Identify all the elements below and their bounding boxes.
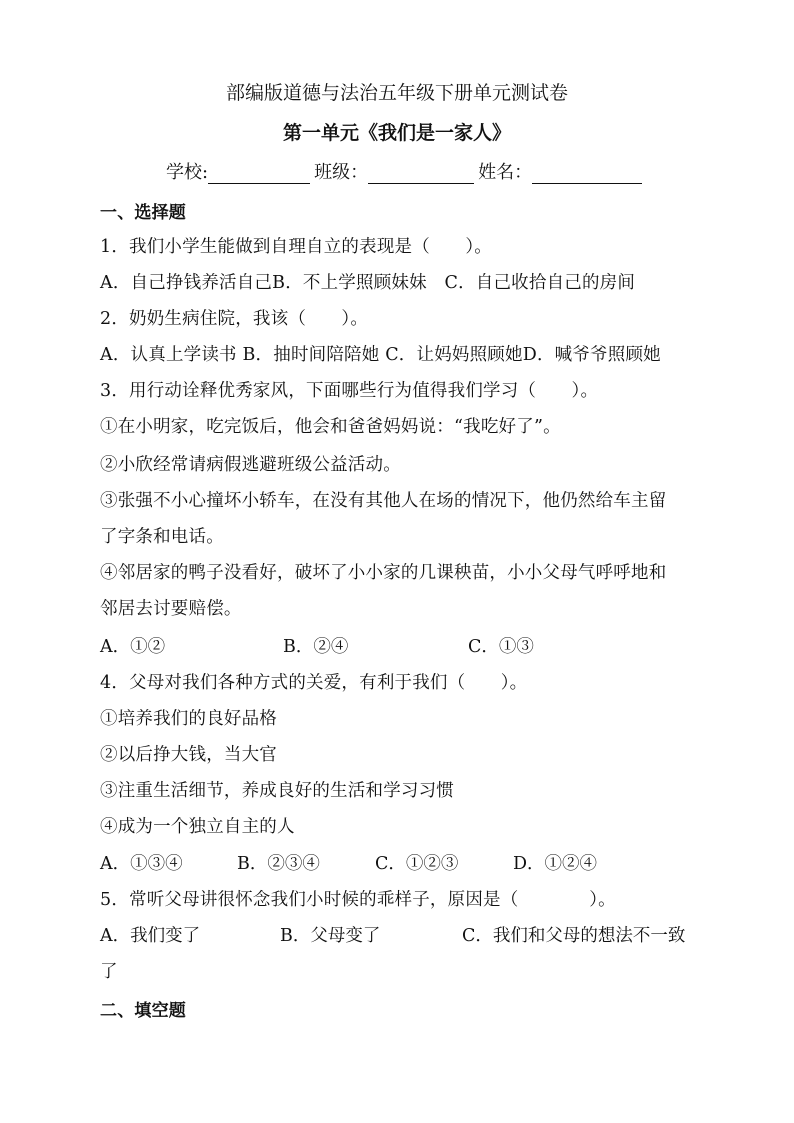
school-label: 学校: — [166, 162, 209, 183]
question-3-item-3: ③张强不小心撞坏小轿车，在没有其他人在场的情况下，他仍然给车主留 — [100, 491, 667, 511]
question-5-option-b: B．父母变了 — [280, 926, 381, 946]
question-4-item-2: ②以后挣大钱，当大官 — [100, 745, 277, 765]
unit-title: 第一单元《我们是一家人》 — [282, 122, 511, 144]
class-blank — [368, 165, 474, 184]
question-2-stem: 2．奶奶生病住院，我该（ ）。 — [100, 309, 369, 329]
question-4-option-a: A．①③④ — [100, 854, 183, 874]
question-3-item-4: ④邻居家的鸭子没看好，破坏了小小家的几课秧苗，小小父母气呼呼地和 — [100, 563, 667, 583]
school-blank — [208, 165, 310, 184]
section-choice-title: 一、选择题 — [100, 203, 186, 223]
question-4-item-3: ③注重生活细节，养成良好的生活和学习习惯 — [100, 781, 454, 801]
question-4-stem: 4．父母对我们各种方式的关爱，有利于我们（ ）。 — [100, 673, 528, 693]
question-3-stem: 3．用行动诠释优秀家风，下面哪些行为值得我们学习（ ）。 — [100, 381, 599, 401]
question-3-option-c: C．①③ — [468, 637, 534, 657]
class-label: 班级： — [314, 162, 369, 183]
question-3-item-4-cont: 邻居去讨要赔偿。 — [100, 599, 242, 619]
question-5-option-c: C．我们和父母的想法不一致 — [462, 926, 686, 946]
question-4-option-b: B．②③④ — [237, 854, 320, 874]
name-label: 姓名： — [478, 162, 533, 183]
section-fill-title: 二、填空题 — [100, 1001, 186, 1021]
question-4-item-1: ①培养我们的良好品格 — [100, 709, 277, 729]
question-4-option-c: C．①②③ — [375, 854, 459, 874]
question-1-options: A．自己挣钱养活自己B．不上学照顾妹妹 C．自己收拾自己的房间 — [100, 273, 636, 293]
question-5-option-c-wrap: 了 — [100, 962, 118, 982]
question-3-item-1: ①在小明家，吃完饭后，他会和爸爸妈妈说：“我吃好了”。 — [100, 417, 561, 437]
question-5-option-a: A．我们变了 — [100, 926, 201, 946]
question-1-stem: 1．我们小学生能做到自理自立的表现是（ ）。 — [100, 237, 492, 257]
question-2-options: A．认真上学读书 B．抽时间陪陪她 C．让妈妈照顾她D．喊爷爷照顾她 — [100, 345, 661, 365]
question-3-item-2: ②小欣经常请病假逃避班级公益活动。 — [100, 455, 401, 475]
question-3-option-a: A．①② — [100, 637, 166, 657]
student-info-row — [166, 158, 646, 184]
name-blank — [532, 165, 642, 184]
document-title: 部编版道德与法治五年级下册单元测试卷 — [225, 82, 568, 104]
question-3-item-3-cont: 了字条和电话。 — [100, 527, 224, 547]
question-4-option-d: D．①②④ — [513, 854, 598, 874]
question-4-item-4: ④成为一个独立自主的人 — [100, 817, 295, 837]
question-3-option-b: B．②④ — [283, 637, 349, 657]
question-5-stem: 5．常听父母讲很怀念我们小时候的乖样子，原因是（ ）。 — [100, 890, 616, 910]
